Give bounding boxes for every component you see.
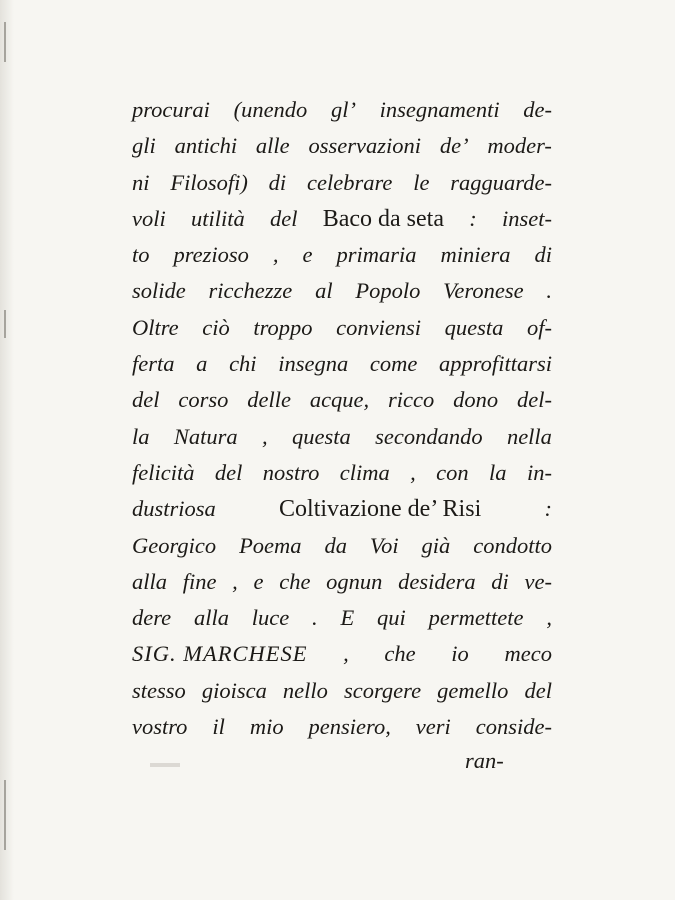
text-line bbox=[132, 673, 552, 709]
catchword: ran- bbox=[465, 748, 504, 773]
text-line bbox=[132, 201, 552, 237]
word: conside- bbox=[475, 714, 552, 740]
word: (unendo bbox=[233, 97, 308, 122]
word: alla bbox=[193, 605, 229, 631]
word: dustriosa bbox=[132, 496, 216, 522]
word: , bbox=[343, 641, 349, 667]
word: con bbox=[436, 459, 469, 485]
word: mio bbox=[249, 714, 284, 740]
word: Coltivazione de’ Risi bbox=[279, 496, 482, 523]
word: inset- bbox=[501, 205, 552, 231]
word: scorgere bbox=[344, 677, 422, 703]
word: dere bbox=[132, 605, 172, 631]
word: condotto bbox=[473, 532, 552, 558]
text-line bbox=[132, 128, 552, 164]
word: Natura bbox=[173, 423, 238, 449]
word: E bbox=[340, 605, 355, 631]
word: gl’ bbox=[330, 97, 356, 122]
word: solide bbox=[132, 278, 186, 304]
body-text bbox=[132, 92, 552, 745]
word: clima bbox=[339, 459, 390, 485]
word: , bbox=[232, 568, 238, 594]
word: Poema bbox=[239, 532, 302, 558]
word: acque, bbox=[309, 387, 370, 413]
word: nello bbox=[282, 677, 328, 703]
text-line bbox=[132, 600, 552, 636]
word: questa bbox=[291, 423, 351, 449]
word: gli bbox=[132, 133, 156, 159]
word: , bbox=[272, 242, 279, 268]
ink-smudge bbox=[150, 763, 180, 767]
word: procurai bbox=[132, 97, 210, 122]
word: gioisca bbox=[201, 677, 267, 703]
word: voli bbox=[132, 205, 166, 231]
word: del bbox=[214, 459, 243, 485]
word: del bbox=[132, 387, 160, 413]
word: SIG. MARCHESE bbox=[132, 641, 308, 667]
word: ni bbox=[132, 169, 150, 195]
word: conviensi bbox=[336, 314, 422, 340]
binding-mark bbox=[4, 22, 6, 62]
word: felicità bbox=[132, 459, 195, 485]
word: : bbox=[544, 496, 552, 522]
word: la bbox=[489, 459, 507, 485]
word: approfittarsi bbox=[439, 351, 552, 377]
word: permettete bbox=[428, 605, 524, 631]
word: da bbox=[324, 532, 347, 558]
word: fine bbox=[182, 568, 217, 594]
word: to bbox=[132, 242, 150, 268]
word: utilità bbox=[190, 205, 245, 231]
word: moder- bbox=[487, 133, 552, 159]
word: Veronese bbox=[443, 278, 524, 304]
binding-mark bbox=[4, 780, 6, 850]
word: Voi bbox=[369, 532, 399, 558]
word: celebrare bbox=[307, 169, 393, 195]
word: Popolo bbox=[355, 278, 421, 304]
word: questa bbox=[444, 314, 504, 340]
word: alla bbox=[132, 568, 168, 594]
word: del bbox=[269, 205, 298, 231]
text-line bbox=[132, 92, 552, 128]
text-line bbox=[132, 636, 552, 672]
word: qui bbox=[377, 605, 406, 631]
text-line bbox=[132, 273, 552, 309]
word: insegna bbox=[278, 351, 349, 377]
word: ferta bbox=[132, 351, 175, 377]
word: e bbox=[253, 568, 264, 594]
word: di bbox=[491, 568, 509, 594]
word: troppo bbox=[253, 314, 313, 340]
text-line bbox=[132, 237, 552, 273]
word: che bbox=[384, 641, 416, 667]
word: alle bbox=[255, 133, 290, 159]
word: nostro bbox=[262, 459, 320, 485]
word: gemello bbox=[437, 677, 509, 703]
word: ricco bbox=[388, 387, 435, 413]
word: of- bbox=[526, 314, 552, 340]
word: delle bbox=[247, 387, 291, 413]
word: a bbox=[196, 351, 208, 377]
word: dono bbox=[453, 387, 499, 413]
word: del- bbox=[516, 387, 552, 413]
word: del bbox=[524, 677, 552, 703]
word: corso bbox=[178, 387, 229, 413]
word: come bbox=[369, 351, 418, 377]
word: Baco da seta bbox=[322, 205, 444, 232]
word: . bbox=[546, 278, 552, 304]
word: ragguarde- bbox=[450, 169, 552, 195]
text-line bbox=[132, 165, 552, 201]
word: al bbox=[315, 278, 333, 304]
text-line bbox=[132, 419, 552, 455]
word: luce bbox=[251, 605, 290, 631]
word: il bbox=[212, 714, 225, 740]
word: io bbox=[451, 641, 469, 667]
word: veri bbox=[415, 714, 451, 740]
word: . bbox=[312, 605, 318, 631]
word: le bbox=[413, 169, 430, 195]
text-line bbox=[132, 310, 552, 346]
word: ognun bbox=[326, 568, 383, 594]
text-line bbox=[132, 709, 552, 745]
word: prezioso bbox=[173, 242, 249, 268]
word: stesso bbox=[132, 677, 186, 703]
word: in- bbox=[526, 459, 552, 485]
word: de’ bbox=[439, 133, 469, 159]
word: di bbox=[268, 169, 287, 195]
word: antichi bbox=[174, 133, 238, 159]
text-line bbox=[132, 564, 552, 600]
word: Oltre bbox=[132, 314, 179, 340]
word: , bbox=[410, 459, 416, 485]
word: di bbox=[534, 242, 552, 268]
word: de- bbox=[523, 97, 552, 122]
word: Filosofi) bbox=[170, 169, 248, 195]
word: insegnamenti bbox=[379, 97, 500, 122]
word: vostro bbox=[132, 714, 188, 740]
word: pensiero, bbox=[308, 714, 391, 740]
word: , bbox=[546, 605, 552, 631]
word: nella bbox=[506, 423, 552, 449]
word: ve- bbox=[524, 568, 552, 594]
word: chi bbox=[229, 351, 257, 377]
word: secondando bbox=[375, 423, 483, 449]
text-line bbox=[132, 528, 552, 564]
text-line bbox=[132, 491, 552, 527]
binding-mark bbox=[4, 310, 6, 338]
text-line bbox=[132, 346, 552, 382]
word: già bbox=[421, 532, 451, 558]
word: la bbox=[132, 423, 150, 449]
word: e bbox=[302, 242, 313, 268]
word: che bbox=[279, 568, 311, 594]
word: ricchezze bbox=[208, 278, 293, 304]
word: Georgico bbox=[132, 532, 217, 558]
word: , bbox=[262, 423, 268, 449]
word: : bbox=[469, 205, 477, 231]
word: meco bbox=[504, 641, 552, 667]
word: osservazioni bbox=[308, 133, 421, 159]
word: miniera bbox=[440, 242, 511, 268]
word: desidera bbox=[398, 568, 476, 594]
binding-edge bbox=[0, 0, 14, 900]
text-line bbox=[132, 455, 552, 491]
word: primaria bbox=[336, 242, 417, 268]
text-line bbox=[132, 382, 552, 418]
word: ciò bbox=[202, 314, 230, 340]
